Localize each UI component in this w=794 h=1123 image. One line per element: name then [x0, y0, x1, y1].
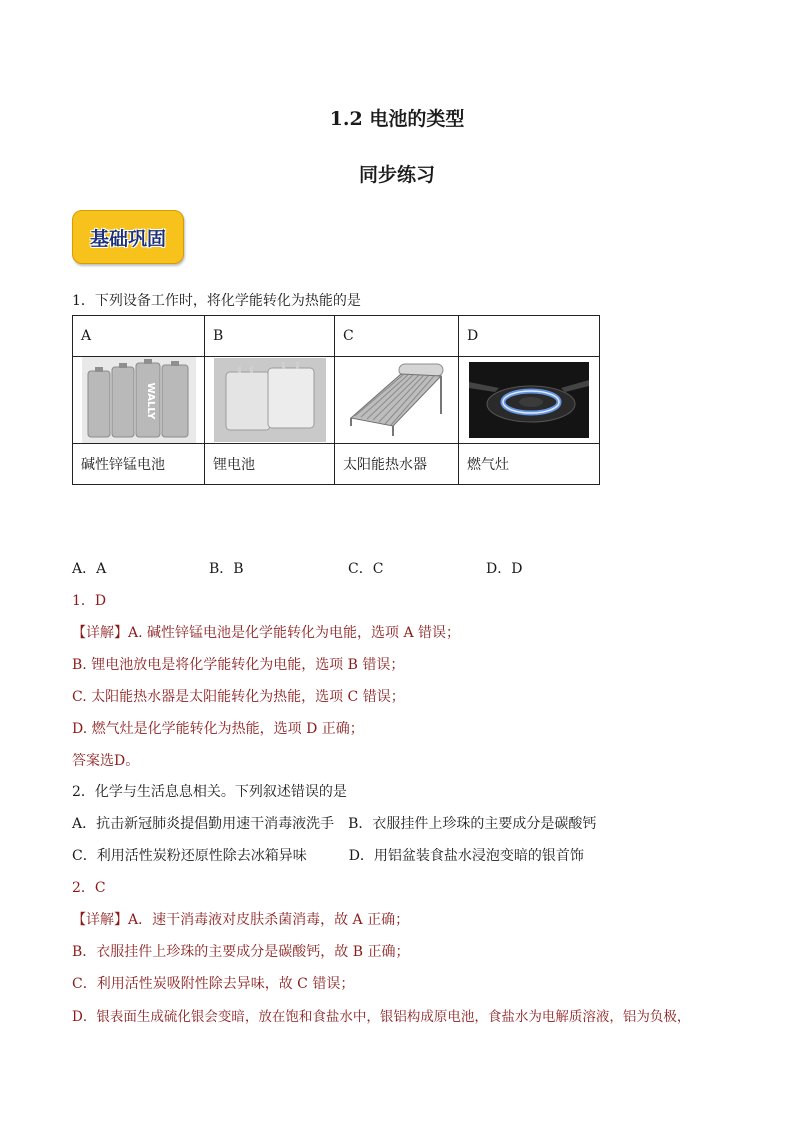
table-header-c: C	[335, 316, 459, 357]
question-2-stem: 2．化学与生活息息相关。下列叙述错误的是	[72, 784, 347, 800]
alkaline-battery-image	[82, 357, 196, 443]
question-1-explanation-4: D. 燃气灶是化学能转化为热能，选项 D 正确；	[72, 721, 364, 737]
page-title: 1.2 电池的类型	[329, 108, 465, 130]
table-header-row	[73, 316, 600, 357]
question-1-explanation-1: 【详解】A. 碱性锌锰电池是化学能转化为电能，选项 A 错误；	[72, 625, 461, 641]
table-label-c: 太阳能热水器	[335, 444, 459, 485]
table-label-b: 锂电池	[205, 444, 335, 485]
question-2-explanation-4: D．银表面生成硫化银会变暗，放在饱和食盐水中，银铝构成原电池，食盐水为电解质溶液，铝为负极，	[72, 1009, 691, 1025]
table-header-d: D	[459, 316, 600, 357]
question-1-explanation-2: B. 锂电池放电是将化学能转化为电能，选项 B 错误；	[72, 657, 405, 673]
question-1-option-a: A．A	[72, 561, 107, 577]
table-image-row	[73, 357, 600, 444]
question-1-explanation-3: C. 太阳能热水器是太阳能转化为热能，选项 C 错误；	[72, 689, 405, 705]
question-2-options-row-2: C．利用活性炭粉还原性除去冰箱异味 D．用铝盆装食盐水浸泡变暗的银首饰	[72, 848, 584, 864]
table-header-a: A	[73, 316, 205, 357]
table-label-a: 碱性锌锰电池	[73, 444, 205, 485]
question-1-stem: 1．下列设备工作时，将化学能转化为热能的是	[72, 293, 361, 309]
question-1-answer: 1．D	[72, 593, 107, 609]
battery-brand-text: WALLY	[144, 382, 156, 420]
question-1-table	[72, 315, 600, 485]
gas-stove-image	[469, 362, 589, 438]
question-2-explanation-2: B．衣服挂件上珍珠的主要成分是碳酸钙，故 B 正确；	[72, 944, 410, 960]
table-header-b: B	[205, 316, 335, 357]
table-image-cell-d	[459, 357, 600, 444]
lithium-battery-image	[214, 358, 326, 442]
question-2-explanation-3: C．利用活性炭吸附性除去异味，故 C 错误；	[72, 976, 355, 992]
page-subtitle: 同步练习	[358, 164, 435, 186]
question-2-options-row-1: A．抗击新冠肺炎提倡勤用速干消毒液洗手 B．衣服挂件上珍珠的主要成分是碳酸钙	[72, 816, 597, 832]
table-image-cell-b	[205, 357, 335, 444]
table-image-cell-c	[335, 357, 459, 444]
question-2-answer: 2．C	[72, 880, 106, 896]
table-image-cell-a	[73, 357, 205, 444]
question-1-conclusion: 答案选D。	[72, 753, 140, 769]
section-badge: 基础巩固	[72, 210, 184, 264]
question-1-option-b: B．B	[209, 561, 244, 577]
solar-water-heater-image	[347, 360, 447, 440]
question-2-explanation-1: 【详解】A．速干消毒液对皮肤杀菌消毒，故 A 正确；	[72, 912, 410, 928]
table-label-row	[73, 444, 600, 485]
question-1-option-c: C．C	[348, 561, 384, 577]
table-label-d: 燃气灶	[459, 444, 600, 485]
question-1-option-d: D．D	[486, 561, 523, 577]
